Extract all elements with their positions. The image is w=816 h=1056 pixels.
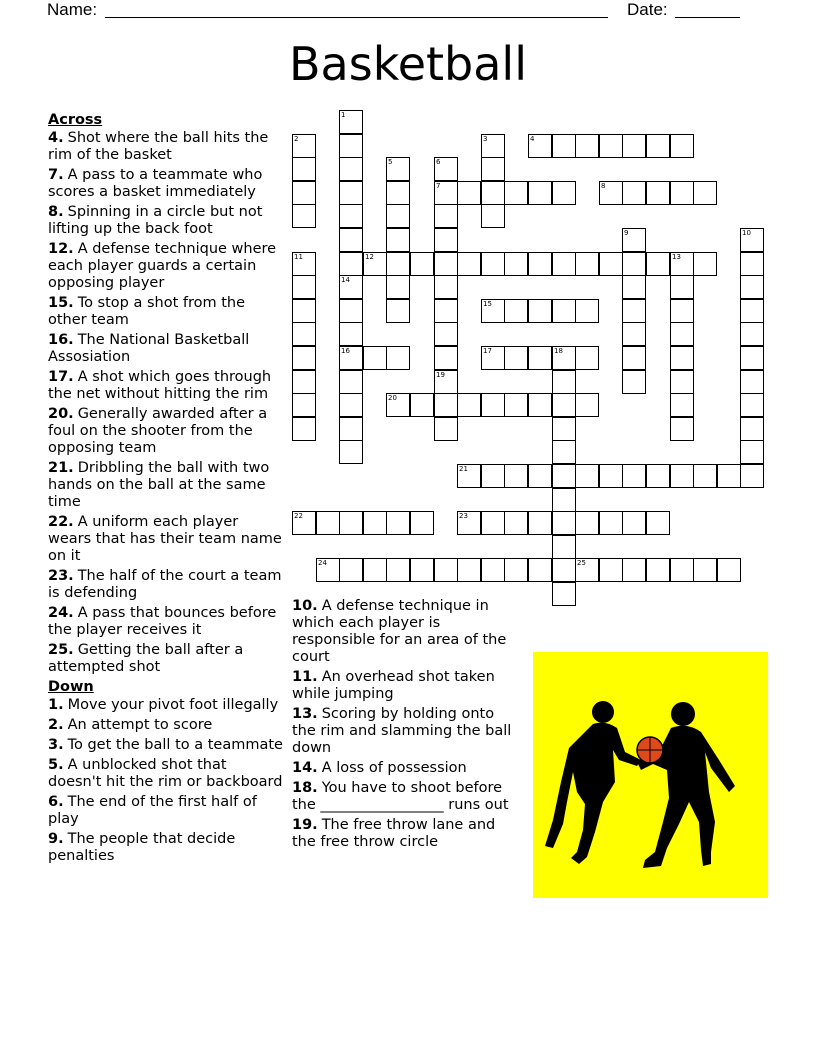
grid-cell[interactable] xyxy=(481,511,505,535)
grid-cell[interactable] xyxy=(434,228,458,252)
grid-cell[interactable] xyxy=(339,134,363,158)
clue-text: A uniform each player wears that has their team name on it xyxy=(48,514,282,564)
across-heading: Across xyxy=(48,112,103,128)
grid-cell[interactable] xyxy=(481,181,505,205)
grid-cell[interactable] xyxy=(386,181,410,205)
grid-cell[interactable] xyxy=(528,464,552,488)
clue-item xyxy=(48,295,283,329)
clue-number: 7. xyxy=(48,167,64,183)
grid-cell[interactable] xyxy=(410,393,434,417)
clue-item xyxy=(292,669,522,703)
basketball-players-silhouette-icon xyxy=(533,652,768,898)
cell-number: 13 xyxy=(672,253,681,261)
grid-cell[interactable] xyxy=(410,252,434,276)
clues-left-column xyxy=(48,112,283,868)
grid-cell[interactable] xyxy=(599,464,623,488)
grid-cell[interactable] xyxy=(740,440,764,464)
illustration xyxy=(533,652,768,898)
grid-cell[interactable] xyxy=(434,157,458,181)
clue-number: 11. xyxy=(292,669,318,685)
grid-cell[interactable] xyxy=(316,511,340,535)
grid-cell[interactable] xyxy=(670,346,694,370)
grid-cell[interactable] xyxy=(670,464,694,488)
clue-text: A defense technique in which each player is responsible for an area of the court xyxy=(292,598,507,665)
cell-number: 4 xyxy=(530,135,535,143)
grid-cell[interactable] xyxy=(292,299,316,323)
grid-cell[interactable] xyxy=(693,558,717,582)
grid-cell[interactable] xyxy=(363,511,387,535)
grid-cell[interactable] xyxy=(504,181,528,205)
grid-cell[interactable] xyxy=(717,558,741,582)
grid-cell[interactable] xyxy=(434,275,458,299)
clue-item xyxy=(48,831,283,865)
clue-number: 5. xyxy=(48,757,64,773)
down-clue-list xyxy=(48,697,283,865)
grid-cell[interactable] xyxy=(386,558,410,582)
clue-text: The free throw lane and the free throw circle xyxy=(292,817,496,850)
grid-cell[interactable] xyxy=(575,252,599,276)
grid-cell[interactable] xyxy=(622,134,646,158)
clue-text: Shot where the ball hits the rim of the basket xyxy=(48,130,269,163)
grid-cell[interactable] xyxy=(622,511,646,535)
clue-item xyxy=(292,760,522,777)
down-heading: Down xyxy=(48,679,94,695)
grid-cell[interactable] xyxy=(339,299,363,323)
clue-number: 12. xyxy=(48,241,74,257)
clue-item xyxy=(48,241,283,292)
grid-cell[interactable] xyxy=(339,440,363,464)
clue-item xyxy=(48,737,283,754)
grid-cell[interactable] xyxy=(552,558,576,582)
grid-cell[interactable] xyxy=(670,322,694,346)
clue-text: The end of the first half of play xyxy=(48,794,257,827)
grid-cell[interactable] xyxy=(434,204,458,228)
clue-text: An overhead shot taken while jumping xyxy=(292,669,495,702)
grid-cell[interactable] xyxy=(504,299,528,323)
cell-number: 19 xyxy=(436,371,445,379)
grid-cell[interactable] xyxy=(386,228,410,252)
grid-cell[interactable] xyxy=(622,346,646,370)
grid-cell[interactable] xyxy=(457,181,481,205)
grid-cell[interactable] xyxy=(386,157,410,181)
clue-item xyxy=(48,697,283,714)
grid-cell[interactable] xyxy=(622,322,646,346)
grid-cell[interactable] xyxy=(670,393,694,417)
grid-cell[interactable] xyxy=(552,488,576,512)
clue-number: 23. xyxy=(48,568,74,584)
grid-cell[interactable] xyxy=(599,558,623,582)
clue-item xyxy=(48,568,283,602)
grid-cell[interactable] xyxy=(292,417,316,441)
clue-item xyxy=(48,717,283,734)
cell-number: 2 xyxy=(294,135,299,143)
grid-cell[interactable] xyxy=(481,204,505,228)
clue-item xyxy=(48,757,283,791)
grid-cell[interactable] xyxy=(646,511,670,535)
clue-number: 8. xyxy=(48,204,64,220)
clue-text: Getting the ball after a attempted shot xyxy=(48,642,244,675)
clue-item xyxy=(48,369,283,403)
grid-cell[interactable] xyxy=(292,252,316,276)
page-title: Basketball xyxy=(289,37,527,91)
grid-cell[interactable] xyxy=(552,346,576,370)
clue-item xyxy=(292,817,522,851)
grid-cell[interactable] xyxy=(646,134,670,158)
cell-number: 20 xyxy=(388,394,397,402)
clue-number: 19. xyxy=(292,817,318,833)
clue-text: Move your pivot foot illegally xyxy=(67,697,279,713)
grid-cell[interactable] xyxy=(622,252,646,276)
grid-cell[interactable] xyxy=(386,299,410,323)
grid-cell[interactable] xyxy=(528,346,552,370)
grid-cell[interactable] xyxy=(646,464,670,488)
grid-cell[interactable] xyxy=(481,393,505,417)
grid-cell[interactable] xyxy=(528,181,552,205)
cell-number: 23 xyxy=(459,512,468,520)
clue-item xyxy=(48,605,283,639)
grid-cell[interactable] xyxy=(339,110,363,134)
grid-cell[interactable] xyxy=(410,511,434,535)
clue-number: 10. xyxy=(292,598,318,614)
grid-cell[interactable] xyxy=(339,204,363,228)
clue-number: 2. xyxy=(48,717,64,733)
grid-cell[interactable] xyxy=(410,558,434,582)
cell-number: 18 xyxy=(554,347,563,355)
grid-cell[interactable] xyxy=(339,393,363,417)
grid-cell[interactable] xyxy=(622,370,646,394)
clue-item xyxy=(48,130,283,164)
grid-cell[interactable] xyxy=(292,322,316,346)
cell-number: 24 xyxy=(318,559,327,567)
date-label: Date: xyxy=(627,0,668,19)
grid-cell[interactable] xyxy=(552,582,576,606)
header xyxy=(0,0,816,30)
clue-number: 25. xyxy=(48,642,74,658)
grid-cell[interactable] xyxy=(693,252,717,276)
grid-cell[interactable] xyxy=(740,464,764,488)
clue-text: An attempt to score xyxy=(67,717,213,733)
grid-cell[interactable] xyxy=(292,134,316,158)
grid-cell[interactable] xyxy=(292,275,316,299)
grid-cell[interactable] xyxy=(292,181,316,205)
clue-text: The people that decide penalties xyxy=(48,831,236,864)
grid-cell[interactable] xyxy=(528,511,552,535)
grid-cell[interactable] xyxy=(386,393,410,417)
grid-cell[interactable] xyxy=(740,299,764,323)
clue-number: 18. xyxy=(292,780,318,796)
grid-cell[interactable] xyxy=(552,393,576,417)
grid-cell[interactable] xyxy=(740,417,764,441)
clue-number: 3. xyxy=(48,737,64,753)
grid-cell[interactable] xyxy=(575,134,599,158)
grid-cell[interactable] xyxy=(575,558,599,582)
clue-number: 13. xyxy=(292,706,318,722)
grid-cell[interactable] xyxy=(481,464,505,488)
grid-cell[interactable] xyxy=(717,464,741,488)
grid-cell[interactable] xyxy=(339,181,363,205)
grid-cell[interactable] xyxy=(292,204,316,228)
clue-text: Spinning in a circle but not lifting up the back foot xyxy=(48,204,263,237)
grid-cell[interactable] xyxy=(693,181,717,205)
clue-number: 17. xyxy=(48,369,74,385)
grid-cell[interactable] xyxy=(552,299,576,323)
grid-cell[interactable] xyxy=(528,558,552,582)
grid-cell[interactable] xyxy=(528,299,552,323)
cell-number: 11 xyxy=(294,253,303,261)
cell-number: 8 xyxy=(601,182,606,190)
cell-number: 1 xyxy=(341,111,346,119)
grid-cell[interactable] xyxy=(504,393,528,417)
clue-text: A defense technique where each player guards a certain opposing player xyxy=(48,241,277,291)
cell-number: 16 xyxy=(341,347,350,355)
grid-cell[interactable] xyxy=(292,346,316,370)
grid-cell[interactable] xyxy=(740,228,764,252)
grid-cell[interactable] xyxy=(552,181,576,205)
grid-cell[interactable] xyxy=(363,252,387,276)
grid-cell[interactable] xyxy=(339,558,363,582)
grid-cell[interactable] xyxy=(622,275,646,299)
grid-cell[interactable] xyxy=(339,322,363,346)
cell-number: 5 xyxy=(388,158,393,166)
grid-cell[interactable] xyxy=(339,252,363,276)
cell-number: 12 xyxy=(365,253,374,261)
grid-cell[interactable] xyxy=(339,157,363,181)
clue-text: The half of the court a team is defending xyxy=(48,568,282,601)
grid-cell[interactable] xyxy=(434,299,458,323)
grid-cell[interactable] xyxy=(434,370,458,394)
grid-cell[interactable] xyxy=(670,275,694,299)
grid-cell[interactable] xyxy=(457,393,481,417)
grid-cell[interactable] xyxy=(740,346,764,370)
clue-item xyxy=(292,780,522,814)
clues-right-column xyxy=(292,598,522,854)
grid-cell[interactable] xyxy=(552,134,576,158)
grid-cell[interactable] xyxy=(481,346,505,370)
grid-cell[interactable] xyxy=(339,275,363,299)
grid-cell[interactable] xyxy=(457,252,481,276)
grid-cell[interactable] xyxy=(599,134,623,158)
cell-number: 7 xyxy=(436,182,441,190)
clue-number: 9. xyxy=(48,831,64,847)
clue-item xyxy=(48,406,283,457)
cell-number: 21 xyxy=(459,465,468,473)
grid-cell[interactable] xyxy=(481,299,505,323)
clue-item xyxy=(48,332,283,366)
clue-item xyxy=(48,204,283,238)
name-field[interactable] xyxy=(105,17,608,18)
grid-cell[interactable] xyxy=(386,275,410,299)
grid-cell[interactable] xyxy=(622,228,646,252)
cell-number: 6 xyxy=(436,158,441,166)
grid-cell[interactable] xyxy=(552,464,576,488)
cell-number: 14 xyxy=(341,276,350,284)
cell-number: 22 xyxy=(294,512,303,520)
cell-number: 3 xyxy=(483,135,488,143)
clue-text: A pass to a teammate who scores a basket immediately xyxy=(48,167,263,200)
grid-cell[interactable] xyxy=(646,558,670,582)
grid-cell[interactable] xyxy=(457,558,481,582)
clue-text: The National Basketball Assosiation xyxy=(48,332,250,365)
grid-cell[interactable] xyxy=(386,252,410,276)
grid-cell[interactable] xyxy=(575,464,599,488)
grid-cell[interactable] xyxy=(670,252,694,276)
grid-cell[interactable] xyxy=(670,181,694,205)
clue-number: 21. xyxy=(48,460,74,476)
clue-text: To get the ball to a teammate xyxy=(67,737,283,753)
grid-cell[interactable] xyxy=(504,346,528,370)
grid-cell[interactable] xyxy=(622,464,646,488)
date-field[interactable] xyxy=(675,17,740,18)
clue-item xyxy=(292,706,522,757)
clue-text: Dribbling the ball with two hands on the ball at the same time xyxy=(48,460,270,510)
cell-number: 10 xyxy=(742,229,751,237)
grid-cell[interactable] xyxy=(740,370,764,394)
cell-number: 15 xyxy=(483,300,492,308)
clue-item xyxy=(48,514,283,565)
grid-cell[interactable] xyxy=(434,417,458,441)
clue-number: 14. xyxy=(292,760,318,776)
clue-number: 16. xyxy=(48,332,74,348)
grid-cell[interactable] xyxy=(339,511,363,535)
clue-text: Generally awarded after a foul on the shooter from the opposing team xyxy=(48,406,268,456)
grid-cell[interactable] xyxy=(481,558,505,582)
grid-cell[interactable] xyxy=(670,134,694,158)
grid-cell[interactable] xyxy=(316,558,340,582)
grid-cell[interactable] xyxy=(339,417,363,441)
grid-cell[interactable] xyxy=(434,393,458,417)
grid-cell[interactable] xyxy=(622,299,646,323)
grid-cell[interactable] xyxy=(481,134,505,158)
clue-number: 1. xyxy=(48,697,64,713)
grid-cell[interactable] xyxy=(481,157,505,181)
grid-cell[interactable] xyxy=(740,275,764,299)
grid-cell[interactable] xyxy=(434,322,458,346)
clue-item xyxy=(292,598,522,666)
clue-number: 24. xyxy=(48,605,74,621)
grid-cell[interactable] xyxy=(434,181,458,205)
grid-cell[interactable] xyxy=(693,464,717,488)
grid-cell[interactable] xyxy=(292,393,316,417)
grid-cell[interactable] xyxy=(622,558,646,582)
grid-cell[interactable] xyxy=(434,558,458,582)
grid-cell[interactable] xyxy=(670,299,694,323)
grid-cell[interactable] xyxy=(363,558,387,582)
cell-number: 9 xyxy=(624,229,629,237)
grid-cell[interactable] xyxy=(552,535,576,559)
grid-cell[interactable] xyxy=(575,511,599,535)
grid-cell[interactable] xyxy=(457,464,481,488)
grid-cell[interactable] xyxy=(740,393,764,417)
grid-cell[interactable] xyxy=(740,322,764,346)
grid-cell[interactable] xyxy=(434,346,458,370)
grid-cell[interactable] xyxy=(646,181,670,205)
grid-cell[interactable] xyxy=(386,346,410,370)
cell-number: 17 xyxy=(483,347,492,355)
grid-cell[interactable] xyxy=(552,440,576,464)
down-clue-list-continued xyxy=(292,598,522,851)
grid-cell[interactable] xyxy=(434,252,458,276)
clue-text: To stop a shot from the other team xyxy=(48,295,246,328)
cell-number: 25 xyxy=(577,559,586,567)
grid-cell[interactable] xyxy=(504,558,528,582)
clue-number: 15. xyxy=(48,295,74,311)
grid-cell[interactable] xyxy=(599,511,623,535)
grid-cell[interactable] xyxy=(528,134,552,158)
grid-cell[interactable] xyxy=(386,511,410,535)
grid-cell[interactable] xyxy=(552,370,576,394)
clue-text: A shot which goes through the net without hitting the rim xyxy=(48,369,272,402)
grid-cell[interactable] xyxy=(552,417,576,441)
clue-number: 20. xyxy=(48,406,74,422)
grid-cell[interactable] xyxy=(599,181,623,205)
grid-cell[interactable] xyxy=(552,511,576,535)
clue-number: 4. xyxy=(48,130,64,146)
clue-item xyxy=(48,167,283,201)
grid-cell[interactable] xyxy=(504,252,528,276)
grid-cell[interactable] xyxy=(528,393,552,417)
grid-cell[interactable] xyxy=(292,511,316,535)
grid-cell[interactable] xyxy=(622,181,646,205)
clue-text: You have to shoot before the _________________ runs out xyxy=(292,780,509,813)
clue-text: A pass that bounces before the player receives it xyxy=(48,605,277,638)
clue-text: A loss of possession xyxy=(321,760,467,776)
grid-cell[interactable] xyxy=(575,393,599,417)
grid-cell[interactable] xyxy=(528,252,552,276)
grid-cell[interactable] xyxy=(670,370,694,394)
grid-cell[interactable] xyxy=(552,252,576,276)
grid-cell[interactable] xyxy=(339,228,363,252)
grid-cell[interactable] xyxy=(670,558,694,582)
clue-text: A unblocked shot that doesn't hit the rim or backboard xyxy=(48,757,283,790)
clue-item xyxy=(48,460,283,511)
grid-cell[interactable] xyxy=(481,252,505,276)
across-clue-list xyxy=(48,130,283,676)
clue-number: 6. xyxy=(48,794,64,810)
grid-cell[interactable] xyxy=(292,370,316,394)
grid-cell[interactable] xyxy=(292,157,316,181)
clue-item xyxy=(48,642,283,676)
clue-number: 22. xyxy=(48,514,74,530)
grid-cell[interactable] xyxy=(504,464,528,488)
grid-cell[interactable] xyxy=(575,346,599,370)
grid-cell[interactable] xyxy=(504,511,528,535)
name-label: Name: xyxy=(47,0,98,19)
grid-cell[interactable] xyxy=(363,346,387,370)
grid-cell[interactable] xyxy=(740,252,764,276)
grid-cell[interactable] xyxy=(575,299,599,323)
grid-cell[interactable] xyxy=(670,417,694,441)
grid-cell[interactable] xyxy=(339,370,363,394)
clue-item xyxy=(48,794,283,828)
grid-cell[interactable] xyxy=(646,252,670,276)
grid-cell[interactable] xyxy=(599,252,623,276)
clue-text: Scoring by holding onto the rim and slamming the ball down xyxy=(292,706,512,756)
grid-cell[interactable] xyxy=(339,346,363,370)
grid-cell[interactable] xyxy=(457,511,481,535)
grid-cell[interactable] xyxy=(386,204,410,228)
